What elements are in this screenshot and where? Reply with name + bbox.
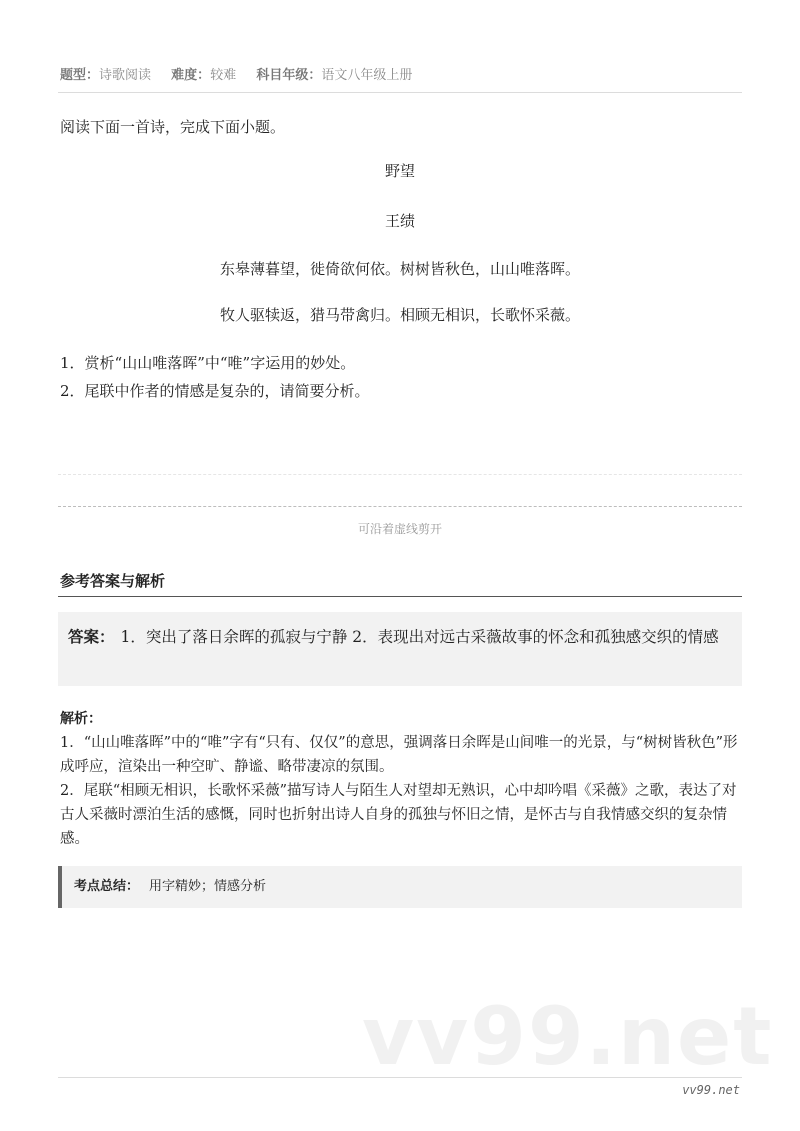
analysis-paragraph: 1．“山山唯落晖”中的“唯”字有“只有、仅仅”的意思，强调落日余晖是山间唯一的光景，与“树树皆秋色”形成呼应，渲染出一种空旷、静谧、略带凄凉的氛围。 xyxy=(60,735,738,775)
poem-title: 野望 xyxy=(384,162,415,180)
section-divider xyxy=(58,596,742,597)
analysis-body xyxy=(60,731,744,851)
analysis-label: 解析： xyxy=(60,711,102,727)
type-label: 题型： xyxy=(60,68,100,83)
answer-text: 1．突出了落日余晖的孤寂与宁静 2．表现出对远古采薇故事的怀念和孤独感交织的情感 xyxy=(120,628,719,646)
key-points-text: 用字精妙；情感分析 xyxy=(149,879,267,894)
footer-site: vv99.net xyxy=(682,1083,740,1097)
header-divider xyxy=(58,92,742,93)
cut-hint: 可沿着虚线剪开 xyxy=(357,522,442,536)
type-value: 诗歌阅读 xyxy=(99,68,152,83)
question-item-2: 2．尾联中作者的情感是复杂的，请简要分析。 xyxy=(60,382,370,400)
cut-line xyxy=(58,506,742,507)
key-points-box xyxy=(58,866,742,908)
poem-author: 王绩 xyxy=(384,212,415,230)
question-intro: 阅读下面一首诗，完成下面小题。 xyxy=(60,118,286,136)
key-points-label: 考点总结： xyxy=(74,879,140,894)
poem-line: 东皋薄暮望，徙倚欲何依。树树皆秋色，山山唯落晖。 xyxy=(219,260,580,278)
poem-line: 牧人驱犊返，猎马带禽归。相顾无相识，长歌怀采薇。 xyxy=(219,306,580,324)
watermark: vv99.net xyxy=(362,990,774,1083)
subject-label: 科目年级： xyxy=(256,68,322,83)
cut-line-light xyxy=(58,474,742,475)
subject-value: 语文八年级上册 xyxy=(321,68,413,83)
difficulty-label: 难度： xyxy=(171,68,211,83)
answer-section-title: 参考答案与解析 xyxy=(60,572,166,590)
difficulty-value: 较难 xyxy=(210,68,237,83)
question-meta xyxy=(60,64,428,83)
question-item-1: 1．赏析“山山唯落晖”中“唯”字运用的妙处。 xyxy=(60,354,356,372)
answer-label: 答案： xyxy=(68,628,115,646)
footer-divider xyxy=(58,1077,742,1078)
answer-box xyxy=(58,612,742,686)
analysis-paragraph: 2．尾联“相顾无相识，长歌怀采薇”描写诗人与陌生人对望却无熟识，心中却吟唱《采薇》之歌，表达了对古人采薇时漂泊生活的感慨，同时也折射出诗人自身的孤独与怀旧之情，是怀古与自我情感交织的复杂情感。 xyxy=(60,783,737,847)
